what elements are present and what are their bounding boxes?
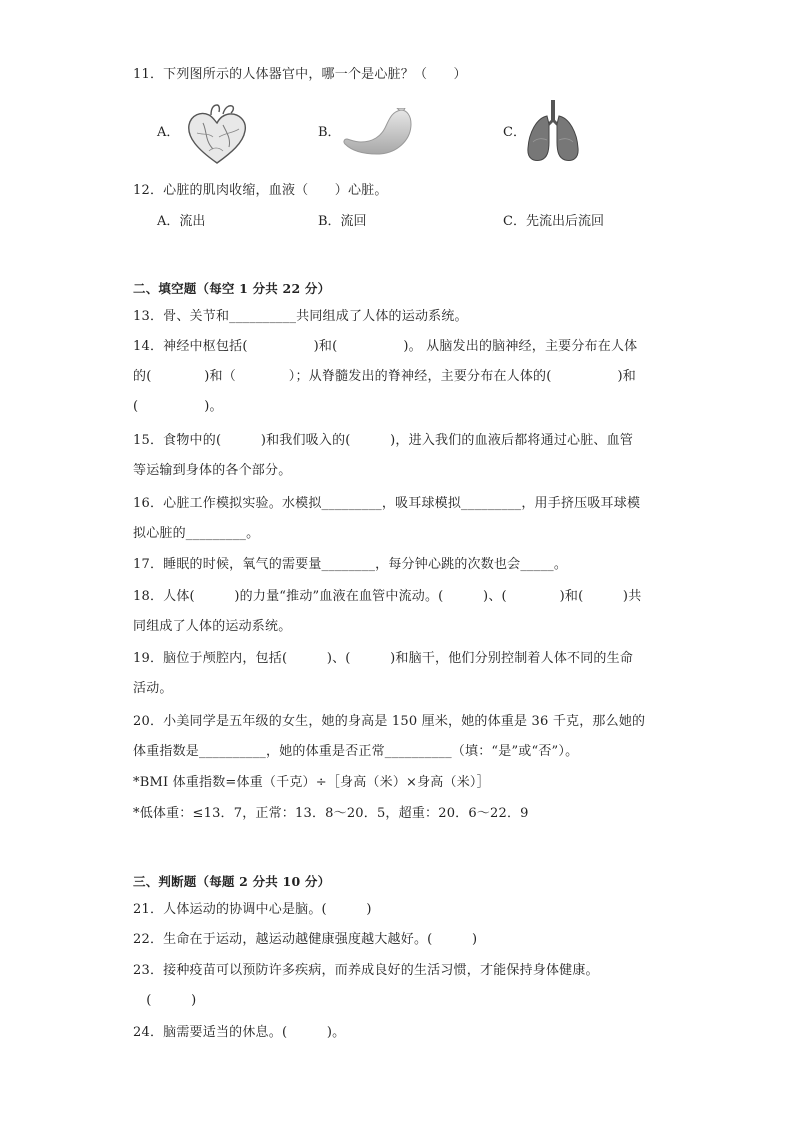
q12-option-a: A．流出 (157, 214, 206, 229)
question-23-line-2: ( ) (133, 993, 197, 1008)
bmi-range-note: *低体重：≤13．7，正常：13．8～20．5，超重：20．6～22．9 (133, 806, 529, 821)
question-22: 22．生命在于运动，越运动越健康强度越大越好。( ) (133, 932, 478, 947)
question-16-line-2: 拟心脏的_________。 (133, 526, 260, 541)
question-15-line-1: 15．食物中的( )和我们吸入的( )，进入我们的血液后都将通过心脏、血管 (133, 433, 634, 448)
question-19-line-2: 活动。 (133, 681, 173, 696)
question-21: 21．人体运动的协调中心是脑。( ) (133, 902, 372, 917)
question-20-line-2: 体重指数是__________，她的体重是否正常__________（填：“是”或“否”）。 (133, 744, 579, 759)
q11-option-c-label: C． (503, 125, 526, 140)
section-3-title: 三、判断题（每题 2 分共 10 分） (133, 874, 331, 889)
q12-option-c: C．先流出后流回 (503, 214, 604, 229)
heart-icon (183, 103, 251, 167)
question-23-line-1: 23．接种疫苗可以预防许多疾病，而养成良好的生活习惯，才能保持身体健康。 (133, 963, 599, 978)
lungs-icon (525, 98, 581, 164)
stomach-icon (341, 108, 417, 158)
bmi-formula-note: *BMI 体重指数=体重（千克）÷［身高（米）×身高（米）］ (133, 775, 490, 790)
question-17: 17．睡眠的时候，氧气的需要量________，每分钟心跳的次数也会_____。 (133, 557, 568, 572)
question-12: 12．心脏的肌肉收缩，血液（ ）心脏。 (133, 183, 388, 198)
q11-option-a-label: A． (157, 125, 180, 140)
question-13: 13．骨、关节和__________共同组成了人体的运动系统。 (133, 309, 468, 324)
q11-option-b-label: B． (318, 125, 341, 140)
question-18-line-1: 18．人体( )的力量“推动”血液在血管中流动。( )、( )和( )共 (133, 589, 642, 604)
question-14-line-3: ( )。 (133, 399, 223, 414)
section-2-title: 二、填空题（每空 1 分共 22 分） (133, 281, 331, 296)
question-20-line-1: 20．小美同学是五年级的女生，她的身高是 150 厘米，她的体重是 36 千克，那么她的 (133, 714, 646, 729)
question-14-line-1: 14．神经中枢包括( )和( )。 从脑发出的脑神经，主要分布在人体 (133, 339, 638, 354)
question-16-line-1: 16．心脏工作模拟实验。水模拟_________，吸耳球模拟_________，用手挤压吸耳球模 (133, 496, 641, 511)
q12-option-b: B．流回 (318, 214, 367, 229)
question-19-line-1: 19．脑位于颅腔内，包括( )、( )和脑干，他们分别控制着人体不同的生命 (133, 651, 634, 666)
question-14-line-2: 的( )和（ ）；从脊髓发出的脊神经，主要分布在人体的( )和 (133, 369, 636, 384)
question-11: 11．下列图所示的人体器官中，哪一个是心脏？（ ） (133, 67, 467, 82)
question-15-line-2: 等运输到身体的各个部分。 (133, 463, 292, 478)
question-24: 24．脑需要适当的休息。( )。 (133, 1025, 346, 1040)
question-18-line-2: 同组成了人体的运动系统。 (133, 619, 292, 634)
